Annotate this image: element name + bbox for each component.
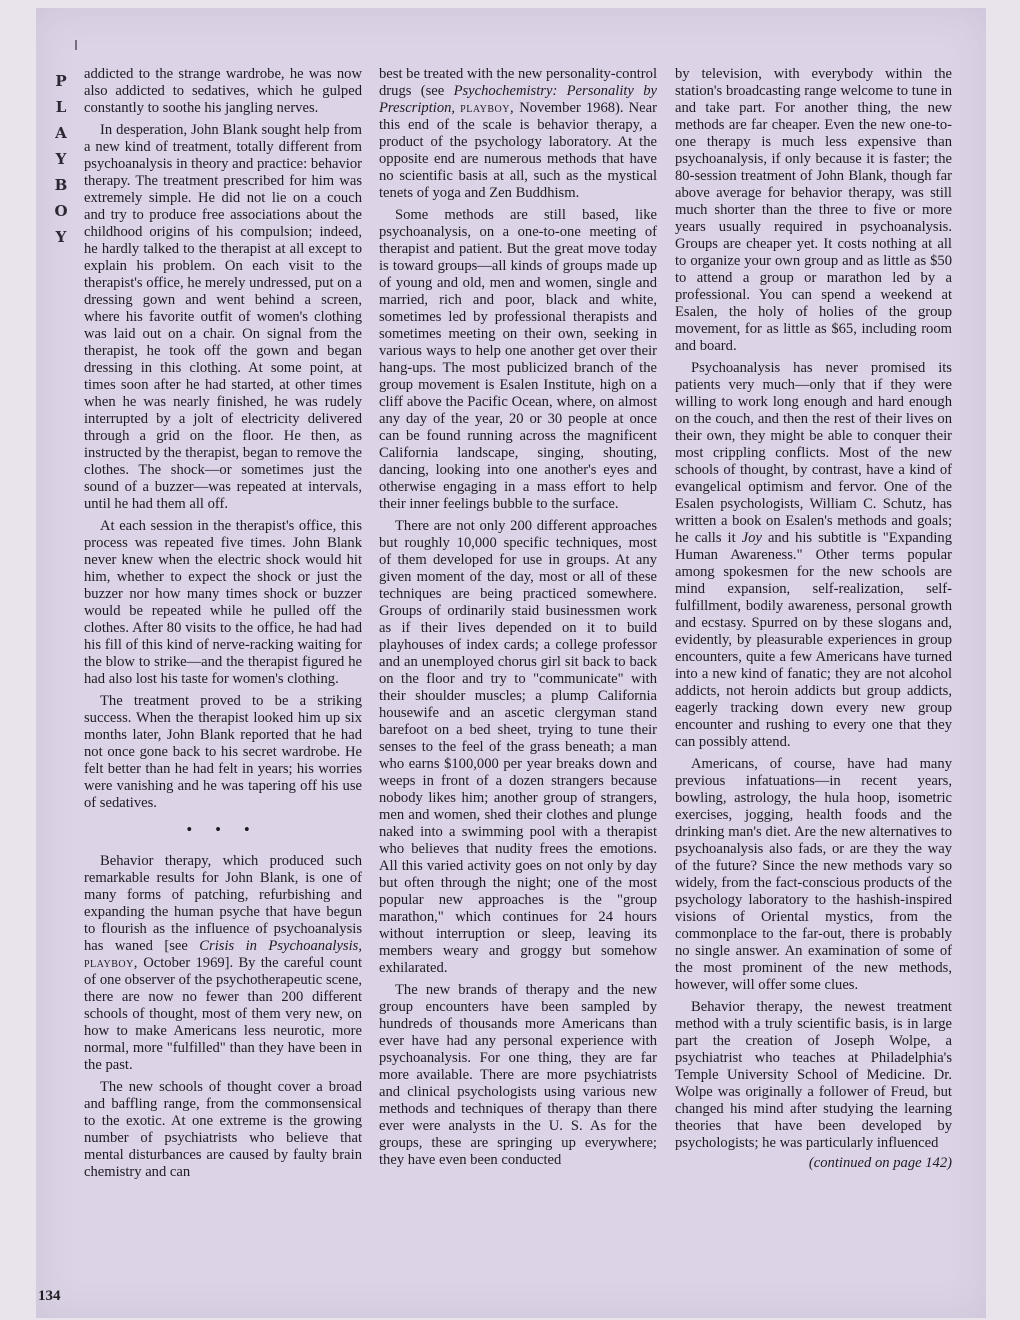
sidebar-letter: L — [55, 98, 67, 116]
paragraph — [84, 853, 362, 1074]
paragraph: The new brands of therapy and the new group encounters have been sampled by hundreds of thousands more Americans than ever have had any personal experience with psychoanalysis. For one thing, they are far more available. There are more psychiatrists and clinical psychologists using various new methods and techniques of therapy than there ever were analysts in the U. S. As for the groups, these are springing up everywhere; they have even been conducted — [379, 982, 657, 1168]
sidebar-letter: Y — [55, 150, 67, 168]
article-title-ref: Psychochemistry: Personality by Prescription, — [379, 83, 657, 116]
page-mark — [75, 40, 77, 50]
paragraph — [379, 66, 657, 202]
paragraph: There are not only 200 different approaches but roughly 10,000 specific techniques, most of them developed for use in groups. At any given moment of the day, most or all of these techniques are being practiced somewhere. Groups of ordinarily staid businessmen work as if their lives depended on it to build playhouses of index cards; a college professor and an unemployed chorus girl sit back to back on the floor and try to "communicate" with their shoulder muscles; a plump California housewife and an ascetic clergyman stand barefoot on a bed sheet, trying to tune their senses to the feel of the grass beneath; a man who earns $100,000 per year breaks down and weeps in front of a dozen strangers because nobody likes him; another group of strangers, men and women, shed their clothes and plunge naked into a swimming pool with a therapist who believes that nudity frees the emotions. All this varied activity goes on not only by day but often through the night; one of the most popular new approaches is the "group marathon," which continues for 24 hours without interruption or sleep, leaving its members weary and groggy but somehow exhilarated. — [379, 518, 657, 976]
paragraph: by television, with everybody within the station's broadcasting range welcome to tune in and take part. For another thing, the new methods are far cheaper. Even the new one-to-one therapy is much less expensive than psychoanalysis, if only because it is faster; the 80-session treatment of John Blank, though far above average for behavior therapy, was still much shorter than the three to five or more years usually required in psychoanalysis. Groups are cheaper yet. It costs nothing at all to organize your own group and as little as $50 to attend a group or marathon led by a professional. You can spend a weekend at Esalen, the holy of holies of the group movement, for as little as $65, including room and board. — [675, 66, 952, 354]
text-run: best be treated with the new personality-control drugs (see — [379, 66, 658, 99]
article-title-ref: Crisis in Psychoanalysis, — [199, 938, 362, 954]
paragraph: Some methods are still based, like psychoanalysis, on a one-to-one meeting of therapist and patient. But the great move today is toward groups—all kinds of groups made up of young and old, men and women, single and married, rich and poor, black and white, sometimes led by professional therapists and sometimes meeting on their own, seeking in various ways to help one another get over their hang-ups. The most publicized branch of the group movement is Esalen Institute, high on a cliff above the Pacific Ocean, where, on almost any day of the year, 20 or 30 people at once can be found running across the magnificent California landscape, singing, shouting, dancing, looking into one another's eyes and otherwise engaging in a mass effort to help their inner feelings bubble to the surface. — [379, 207, 657, 512]
article-column-2 — [379, 66, 657, 1174]
paragraph: In desperation, John Blank sought help from a new kind of treatment, totally different from psychoanalysis in theory and practice: behavior therapy. The treatment prescribed for him was extremely simple. He did not lie on a couch and try to produce free associations about the childhood origins of his compulsion; indeed, he hardly talked to the therapist at all except to explain his problem. On each visit to the therapist's office, he merely undressed, put on a dressing gown and went behind a screen, where his favorite outfit of women's clothing was laid out on a chair. On signal from the therapist, he took off the gown and began dressing in this clothing. At some point, at times soon after he had started, at other times when he was nearly finished, he was rudely interrupted by a jolt of electricity delivered through a grid on the floor. He then, as instructed by the therapist, began to remove the clothes. The shock—or sometimes just the sound of a buzzer—was repeated at intervals, until he had them all off. — [84, 122, 362, 512]
paragraph — [675, 360, 952, 751]
sidebar-letter: A — [55, 124, 67, 142]
paragraph: Americans, of course, have had many previous infatuations—in recent years, bowling, astrology, the hula hoop, isometric exercises, jogging, health foods and the drinking man's diet. Are the new alternatives to psychoanalysis also fads, or are they the way of the future? Since the new methods vary so widely, from the fact-conscious products of the psychology laboratory to the hashish-inspired visions of Oriental mystics, from the commonplace to the far-out, there is probably no single answer. An examination of some of the most prominent of the new methods, however, will offer some clues. — [675, 756, 952, 993]
magazine-sidebar-logo — [52, 68, 70, 250]
sidebar-letter: Y — [55, 228, 67, 246]
paragraph: At each session in the therapist's office, this process was repeated five times. John Blank never knew when the electric shock would hit him, whether to expect the shock or just the buzzer nor how many times shock or buzzer would be repeated while he pulled off the clothes. After 80 visits to the office, he had had his fill of this kind of nerve-racking waiting for the blow to strike—and the therapist figured he had also lost his taste for women's clothing. — [84, 518, 362, 687]
book-title-ref: Joy — [741, 530, 762, 546]
sidebar-letter: B — [54, 176, 68, 194]
paragraph: The treatment proved to be a striking success. When the therapist looked him up six months later, John Blank reported that he had not once gone back to his secret wardrobe. He felt better than he had felt in years; his worries were vanishing and he was tapering off his use of sedatives. — [84, 693, 362, 811]
section-break: • • • — [186, 822, 260, 838]
text-run: and his subtitle is "Expanding Human Awareness." Other terms popular among spokesmen for the new schools are mind expansion, self-realization, self-fulfillment, bodily awareness, personal growth and ecstasy. Spurred on by these slogans and, evidently, by pleasurable experiences in group encounters, quite a few Americans have turned into a new kind of fanatic; they are not alcohol addicts, not heroin addicts but group addicts, eagerly tracking down every new group encounter and rushing to every one that they can possibly attend. — [675, 530, 952, 750]
text-run: October 1969]. By the careful count of one observer of the psychotherapeutic scene, there are now no fewer than 200 different schools of thought, most of them very new, on how to make Americans less neurotic, more normal, more "fulfilled" than they have been in the past. — [84, 955, 362, 1073]
text-run: Behavior therapy, which produced such remarkable results for John Blank, is one of many forms of patching, refurbishing and expanding the human psyche that have begun to flourish as the influence of psychoanalysis has waned [see — [84, 853, 362, 954]
paragraph: addicted to the strange wardrobe, he was now also addicted to sedatives, which he gulped constantly to soothe his jangling nerves. — [84, 66, 362, 116]
magazine-name: playboy, — [460, 100, 515, 116]
page-number: 134 — [38, 1288, 61, 1304]
sidebar-letter: P — [55, 72, 67, 90]
paragraph: Behavior therapy, the newest treatment method with a truly scientific basis, is in large part the creation of Joseph Wolpe, a psychiatrist who teaches at Philadelphia's Temple University School of Medicine. Dr. Wolpe was originally a follower of Freud, but changed his mind after studying the learning theories that have been developed by psychologists; he was particularly influenced — [675, 999, 952, 1151]
sidebar-letter: O — [54, 202, 68, 220]
text-run: November 1968). Near this end of the scale is behavior therapy, a product of the psychology laboratory. At the opposite end are numerous methods that have no scientific basis at all, such as the mystical tenets of yoga and Zen Buddhism. — [379, 100, 657, 201]
article-column-1 — [84, 66, 362, 1186]
article-column-3 — [675, 66, 952, 1172]
magazine-name: playboy, — [84, 955, 138, 971]
paragraph: The new schools of thought cover a broad and baffling range, from the commonsensical to the exotic. At one extreme is the growing number of psychiatrists who believe that mental disturbances are caused by faulty brain chemistry and can — [84, 1079, 362, 1180]
continued-note: (continued on page 142) — [808, 1155, 952, 1171]
text-run: Psychoanalysis has never promised its patients very much—only that if they were willing to work long enough and hard enough on the couch, and then the rest of their lives on their own, they might be able to conquer their most crippling conflicts. Most of the new schools of thought, by contrast, have a kind of evangelical optimism and fervor. One of the Esalen psychologists, William C. Schutz, has written a book on Esalen's methods and goals; he calls it — [675, 360, 952, 546]
